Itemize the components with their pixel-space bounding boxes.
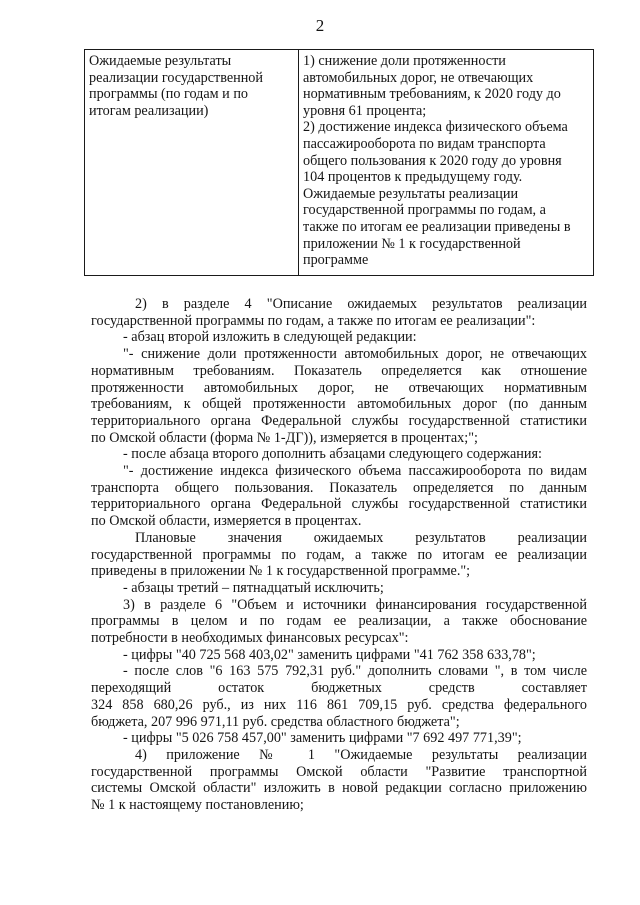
paragraph-instruction: [91, 446, 587, 463]
text-line: государственной программы по годам, а также по итогам ее реализации: [91, 546, 587, 563]
document-body: [91, 296, 587, 814]
paragraph-item-3: [91, 597, 587, 647]
paragraph-instruction: [91, 663, 587, 730]
text-line: территориального органа Федеральной службы государственной статистики: [91, 412, 587, 429]
table-row: [85, 50, 594, 276]
table-value-line: Ожидаемые результаты реализации: [303, 185, 519, 202]
table-value-line: 2) достижение индекса физического объема: [303, 119, 568, 136]
table-value-cell: [299, 50, 594, 276]
text-line: по Омской области, измеряется в процентах.: [91, 513, 362, 530]
table-label-line: программы (по годам и по: [89, 86, 248, 103]
text-line: "- снижение доли протяженности автомобильных дорог, не отвечающих: [123, 346, 587, 363]
table-value-line: пассажирооборота по видам транспорта: [303, 135, 546, 152]
text-line: приведены в приложении № 1 к государственной программе.";: [91, 563, 471, 580]
text-line: - цифры "5 026 758 457,00" заменить цифрами "7 692 497 771,39";: [123, 730, 522, 747]
text-line: 324 858 680,26 руб., из них 116 861 709,15 руб. средства федерального: [91, 696, 587, 713]
table-value-line: государственной программы по годам, а: [303, 202, 546, 219]
table-value-line: общего пользования к 2020 году до уровня: [303, 152, 562, 169]
text-line: "- достижение индекса физического объема пассажирооборота по видам: [123, 463, 587, 480]
text-line: территориального органа Федеральной службы государственной статистики: [91, 496, 587, 513]
text-line: государственной программы по годам, а также по итогам ее реализации":: [91, 312, 536, 329]
text-line: нормативным требованиям. Показатель определяется как отношение: [91, 362, 587, 379]
text-line: 4) приложение № 1 "Ожидаемые результаты реализации: [135, 746, 587, 763]
text-line: бюджета, 207 996 971,11 руб. средства областного бюджета";: [91, 713, 460, 730]
table-value-line: приложении № 1 к государственной: [303, 235, 521, 252]
text-line: № 1 к настоящему постановлению;: [91, 797, 304, 814]
text-line: переходящий остаток бюджетных средств составляет: [91, 680, 587, 697]
paragraph-quote: [91, 346, 587, 446]
text-line: протяженности автомобильных дорог, не отвечающих нормативным: [91, 379, 587, 396]
table-label-cell: [85, 50, 299, 276]
page-number: 2: [315, 16, 325, 35]
text-line: - после слов "6 163 575 792,31 руб." дополнить словами ", в том числе: [123, 663, 587, 680]
paragraph-item-4: [91, 747, 587, 814]
text-line: государственной программы Омской области "Развитие транспортной: [91, 763, 587, 780]
paragraph-instruction: [91, 580, 587, 597]
table-value-line: нормативным требованиям, к 2020 году до: [303, 86, 561, 103]
text-line: программы в целом и по годам ее реализации, а также обоснование: [91, 613, 587, 630]
table-value-line: уровня 61 процента;: [303, 102, 427, 119]
table-value-line: 1) снижение доли протяженности: [303, 53, 506, 69]
text-line: - абзац второй изложить в следующей редакции:: [123, 329, 417, 346]
table-label-line: итогам реализации): [89, 102, 209, 119]
paragraph-instruction: [91, 647, 587, 664]
text-line: - после абзаца второго дополнить абзацами следующего содержания:: [123, 446, 542, 463]
table-label-line: Ожидаемые результаты: [89, 53, 232, 69]
text-line: - абзацы третий – пятнадцатый исключить;: [123, 579, 384, 596]
program-results-table: [84, 49, 594, 276]
text-line: транспорта общего пользования. Показатель определяется по данным: [91, 479, 587, 496]
table-value-line: также по итогам ее реализации приведены в: [303, 218, 571, 235]
text-line: Плановые значения ожидаемых результатов реализации: [135, 529, 587, 546]
text-line: - цифры "40 725 568 403,02" заменить цифрами "41 762 358 633,78";: [123, 646, 536, 663]
text-line: 2) в разделе 4 "Описание ожидаемых результатов реализации: [135, 296, 587, 312]
text-line: системы Омской области" изложить в новой редакции согласно приложению: [91, 780, 587, 797]
text-line: потребности в необходимых финансовых ресурсах":: [91, 630, 409, 647]
table-label-line: реализации государственной: [89, 69, 263, 86]
paragraph-item-2: [91, 296, 587, 329]
table-value-line: 104 процентов к предыдущему году.: [303, 169, 523, 186]
paragraph-instruction: [91, 730, 587, 747]
paragraph-quote: [91, 530, 587, 580]
text-line: требованиям, к общей протяженности автомобильных дорог (по данным: [91, 396, 587, 413]
table-value-line: программе: [303, 252, 369, 269]
paragraph-quote: [91, 463, 587, 530]
text-line: по Омской области (форма № 1-ДГ)), измеряется в процентах;";: [91, 429, 478, 446]
paragraph-instruction: [91, 329, 587, 346]
table-value-line: автомобильных дорог, не отвечающих: [303, 69, 534, 86]
text-line: 3) в разделе 6 "Объем и источники финансирования государственной: [123, 596, 587, 613]
